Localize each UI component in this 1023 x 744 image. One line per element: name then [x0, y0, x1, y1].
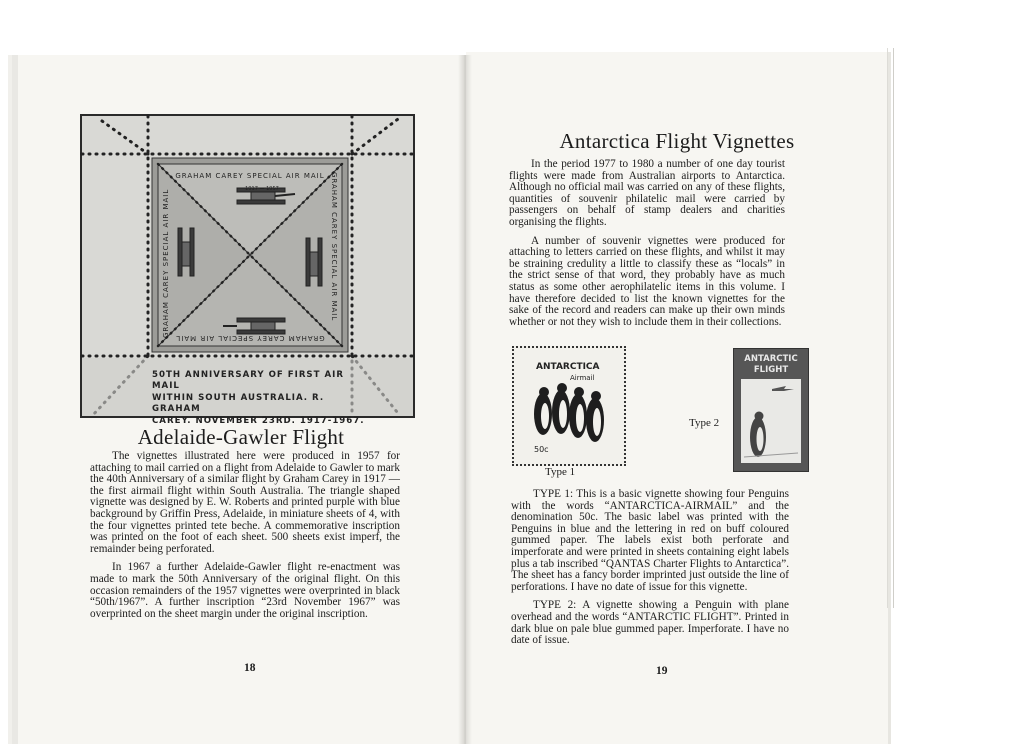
left-page-body: [90, 451, 400, 620]
stamp-legend-bottom: GRAHAM CAREY SPECIAL AIR MAIL: [175, 334, 325, 342]
type2-line1: ANTARCTIC: [744, 354, 798, 364]
page-number-right: 19: [656, 665, 668, 677]
type2-vignette-drawing: [734, 349, 808, 471]
stamp-years-top: 1917 — 1957: [245, 186, 279, 192]
type1-sub: Airmail: [570, 374, 595, 382]
stamp-legend-left: GRAHAM CAREY SPECIAL AIR MAIL: [162, 188, 170, 338]
commemorative-inscription: [152, 370, 372, 427]
stamp-legend-right: GRAHAM CAREY SPECIAL AIR MAIL: [330, 172, 338, 322]
inscription-line: 50TH ANNIVERSARY OF FIRST AIR MAIL: [152, 370, 344, 392]
type2-caption: Type 2: [689, 417, 720, 429]
right-page-title: Antarctica Flight Vignettes: [559, 129, 795, 153]
inscription-line: WITHIN SOUTH AUSTRALIA. R. GRAHAM: [152, 392, 325, 415]
stamp-legend-top: GRAHAM CAREY SPECIAL AIR MAIL: [175, 172, 325, 180]
book-gutter: [458, 55, 472, 744]
left-page-title: Adelaide-Gawler Flight: [137, 425, 345, 449]
paragraph: TYPE 2: A vignette showing a Penguin with plane overhead and the words “ANTARCTIC FLIGHT”. Printed in dark blue on pale blue gummed paper. Imperforate. I have no date of issue.: [511, 599, 789, 647]
paragraph: A number of souvenir vignettes were produced for attaching to letters carried on these flights, and whilst it may be straining credulity a little to classify these as “locals” in the strict sense of that word, they probably have as much status as some other aerophilatelic items in this volume. I have therefore decided to list the known vignettes for the sake of the record and readers can make up their own minds whether or not they wish to include them in their collections.: [509, 234, 785, 328]
type1-value: 50c: [534, 445, 549, 454]
type1-heading: ANTARCTICA: [536, 362, 600, 372]
type2-line2: FLIGHT: [753, 365, 789, 375]
vignette-sheet-photo: [80, 114, 415, 426]
type1-vignette: [512, 346, 626, 466]
paragraph: In 1967 a further Adelaide-Gawler flight re-enactment was made to mark the 50th Anniversary of the original flight. On this occasion remainders of the 1957 vignettes were overprinted in black “50th/1967”. A further inscription “23rd November 1967” was overprinted on the sheet margin under the original inscription.: [90, 561, 400, 620]
right-page-body-top: [509, 159, 785, 328]
paragraph: In the period 1977 to 1980 a number of one day tourist flights were made from Australian airports to Antarctica. Although no official mail was carried on any of these flights, quantities of souvenir philatelic mail were carried by passengers on behalf of stamp dealers and charities organising the flights.: [509, 158, 785, 228]
type2-vignette: [733, 348, 809, 472]
paragraph: TYPE 1: This is a basic vignette showing four Penguins with the words “ANTARCTICA-AIRMAIL” and the denomination 50c. The basic label was printed with the Penguins in blue and the lettering in red on buff coloured gummed paper. The labels exist both perforate and imperforate and were printed in sheets containing eight labels plus a tab inscribed “QANTAS Charter Flights to Antarctica”. The sheet has a fancy border imprinted just outside the line of perforations. I have no date of issue for this vignette.: [511, 488, 789, 593]
inscription-line: CAREY. NOVEMBER 23RD. 1917-1967.: [152, 415, 365, 426]
type1-caption: Type 1: [545, 466, 576, 478]
right-page-body-bottom: [511, 489, 789, 647]
page-number-left: 18: [244, 662, 256, 674]
type1-vignette-drawing: [514, 348, 624, 464]
paragraph: The vignettes illustrated here were produced in 1957 for attaching to mail carried on a flight from Adelaide to Gawler to mark the 40th Anniversary of a similar flight by Graham Carey in 1917 — the first airmail flight within South Australia. The triangle shaped vignette was designed by E. W. Roberts and printed purple with blue background by Griffin Press, Adelaide, in miniature sheets of 4, with the four vignettes printed tete beche. A commemorative inscription was printed on the foot of each sheet. 500 sheets exist imperf, the remainder being perforated.: [90, 450, 400, 555]
